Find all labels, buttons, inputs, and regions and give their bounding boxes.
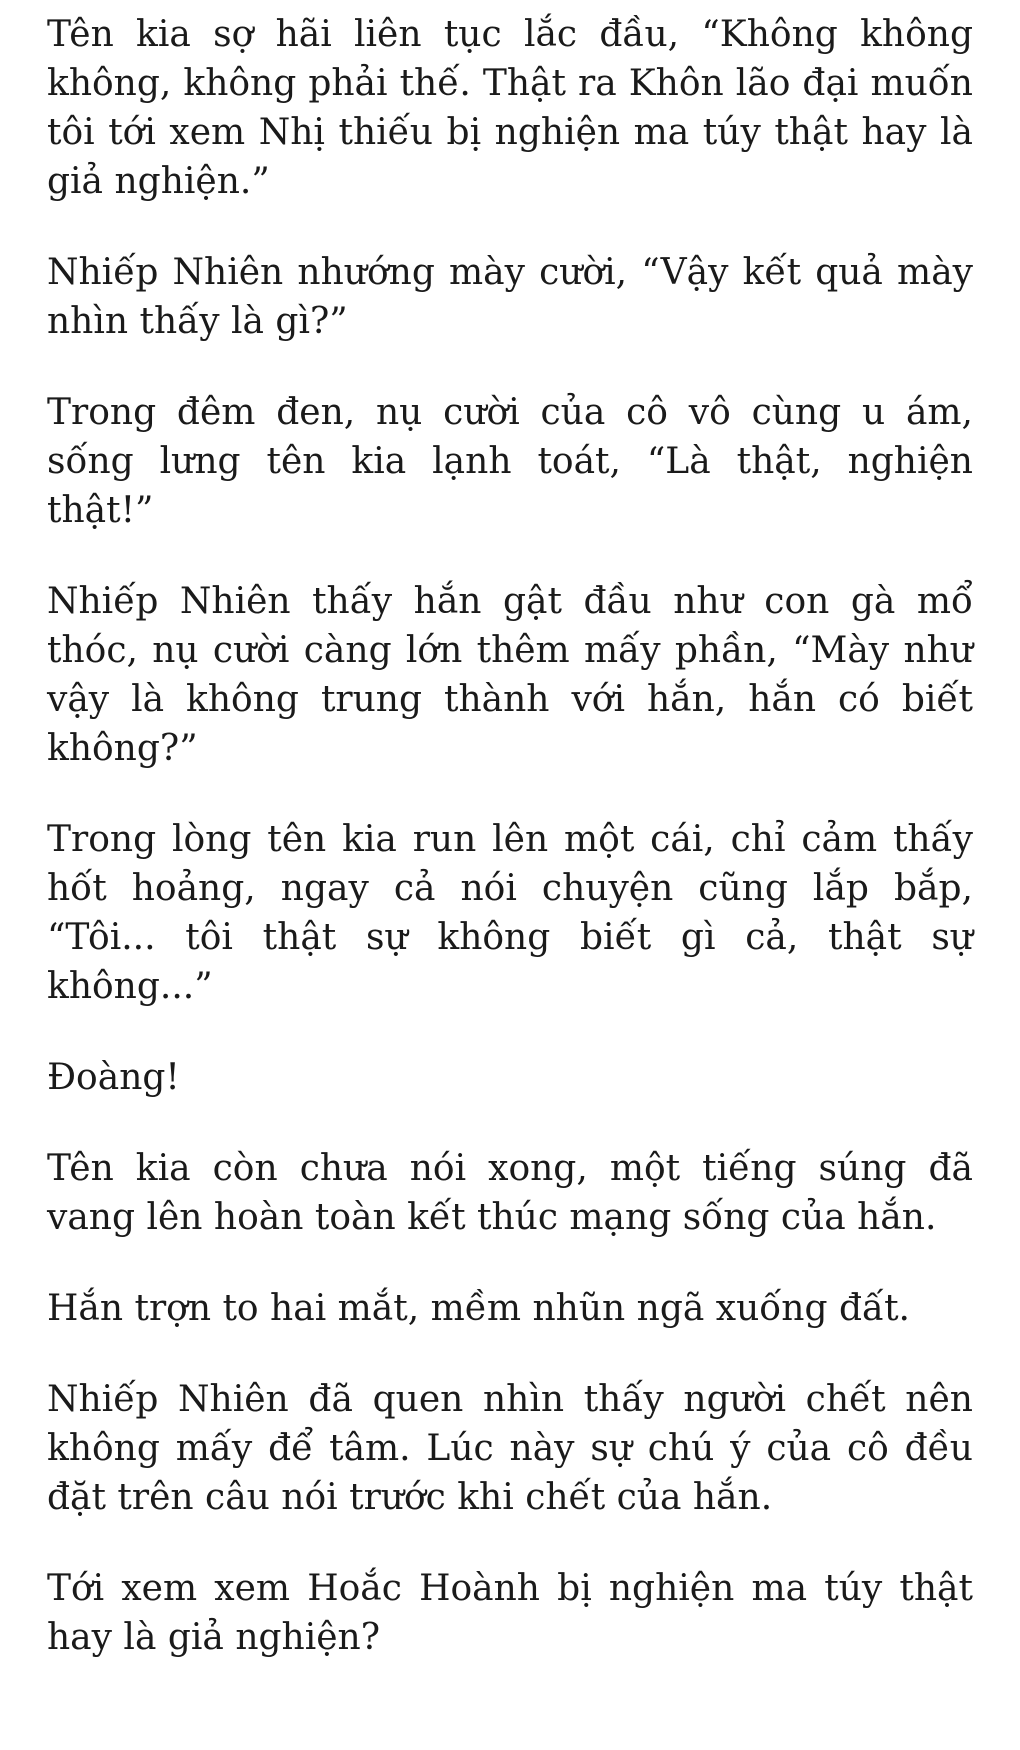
paragraph-2: Nhiếp Nhiên nhướng mày cười, “Vậy kết quả mày nhìn thấy là gì?”: [47, 252, 973, 342]
paragraph-8: Hắn trợn to hai mắt, mềm nhũn ngã xuống đất.: [47, 1288, 910, 1329]
paragraph-1: Tên kia sợ hãi liên tục lắc đầu, “Không không không, không phải thế. Thật ra Khôn lão đại muốn tôi tới xem Nhị thiếu bị nghiện ma túy thật hay là giả nghiện.”: [47, 14, 973, 202]
paragraph-6: Đoàng!: [47, 1057, 180, 1098]
paragraph-7: Tên kia còn chưa nói xong, một tiếng súng đã vang lên hoàn toàn kết thúc mạng sống của hắn.: [47, 1148, 973, 1238]
reading-page: [47, 10, 973, 1740]
paragraph-10: Tới xem xem Hoắc Hoành bị nghiện ma túy thật hay là giả nghiện?: [47, 1568, 973, 1658]
paragraph-4: Nhiếp Nhiên thấy hắn gật đầu như con gà mổ thóc, nụ cười càng lớn thêm mấy phần, “Mày như vậy là không trung thành với hắn, hắn có biết không?”: [47, 581, 973, 769]
paragraph-5: Trong lòng tên kia run lên một cái, chỉ cảm thấy hốt hoảng, ngay cả nói chuyện cũng lắp bắp, “Tôi... tôi thật sự không biết gì cả, thật sự không...”: [47, 819, 973, 1007]
paragraph-9: Nhiếp Nhiên đã quen nhìn thấy người chết nên không mấy để tâm. Lúc này sự chú ý của cô đều đặt trên câu nói trước khi chết của hắn.: [47, 1379, 973, 1518]
paragraph-3: Trong đêm đen, nụ cười của cô vô cùng u ám, sống lưng tên kia lạnh toát, “Là thật, nghiện thật!”: [47, 392, 973, 531]
